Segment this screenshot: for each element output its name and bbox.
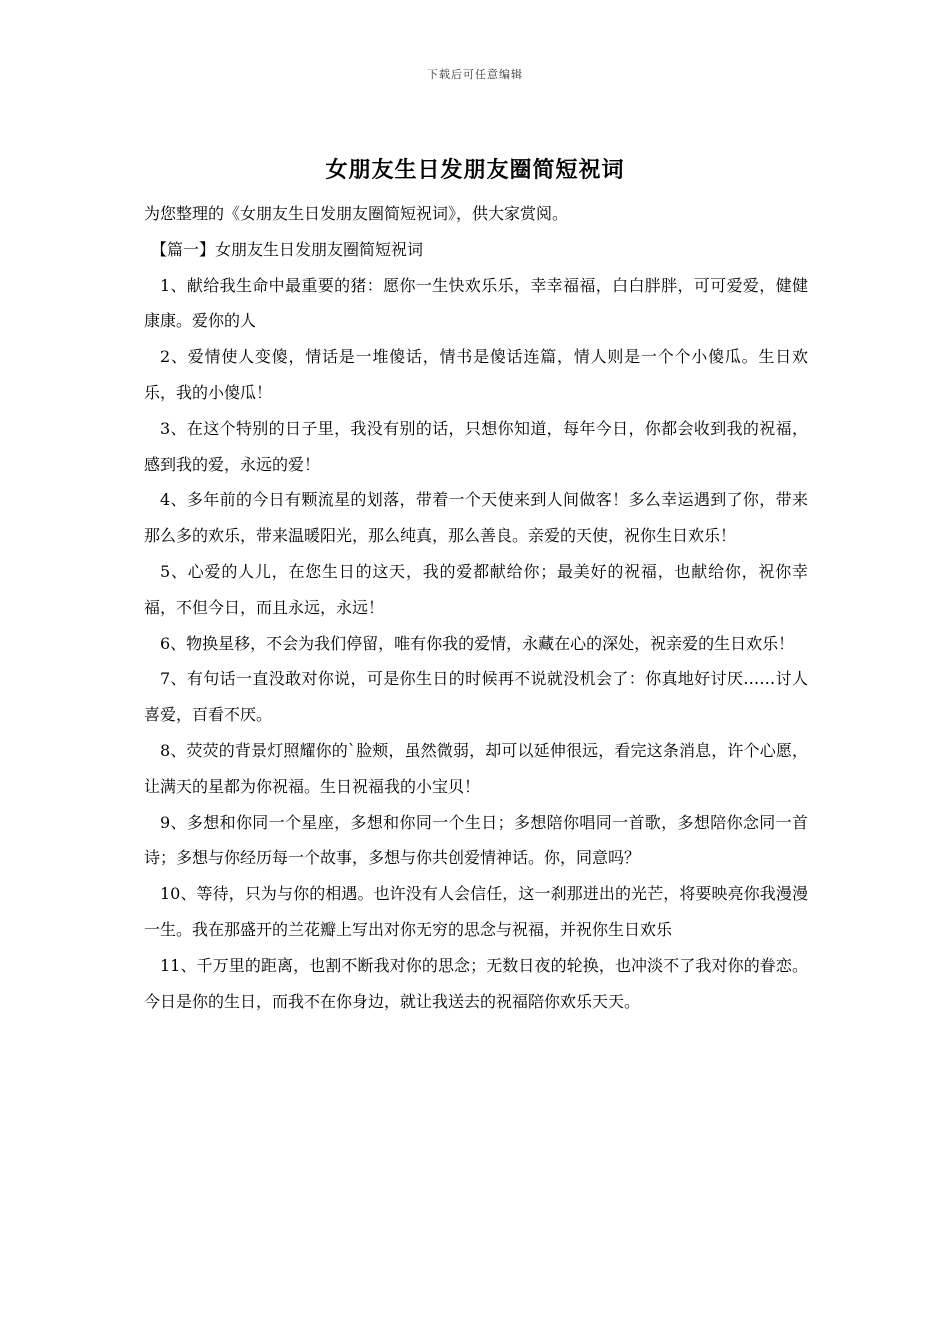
wish-item-11: 11、千万里的距离，也割不断我对你的思念；无数日夜的轮换，也冲淡不了我对你的眷恋。今日是你的生日，而我不在你身边，就让我送去的祝福陪你欢乐天天。 xyxy=(144,955,808,1011)
wish-item-6: 6、物换星移，不会为我们停留，唯有你我的爱情，永藏在心的深处，祝亲爱的生日欢乐！ xyxy=(160,633,795,653)
wish-item-5: 5、心爱的人儿，在您生日的这天，我的爱都献给你；最美好的祝福，也献给你，祝你幸福，不但今日，而且永远，永远！ xyxy=(144,561,808,617)
wish-item-9: 9、多想和你同一个星座，多想和你同一个生日；多想陪你唱同一首歌，多想陪你念同一首诗；多想与你经历每一个故事，多想与你共创爱情神话。你，同意吗？ xyxy=(144,812,808,868)
wish-item-3: 3、在这个特别的日子里，我没有别的话，只想你知道，每年今日，你都会收到我的祝福，感到我的爱，永远的爱！ xyxy=(144,418,808,474)
document-body xyxy=(144,196,808,1019)
wish-item-2: 2、爱情使人变傻，情话是一堆傻话，情书是傻话连篇，情人则是一个个小傻瓜。生日欢乐，我的小傻瓜！ xyxy=(144,347,808,402)
section-heading: 【篇一】女朋友生日发朋友圈简短祝词 xyxy=(151,239,424,259)
page-title: 女朋友生日发朋友圈简短祝词 xyxy=(325,157,625,183)
wish-item-8: 8、荧荧的背景灯照耀你的`脸颊，虽然微弱，却可以延伸很远，看完这条消息，许个心愿，让满天的星都为你祝福。生日祝福我的小宝贝！ xyxy=(144,740,808,796)
header-note: 下载后可任意编辑 xyxy=(427,68,523,81)
intro-paragraph: 为您整理的《女朋友生日发朋友圈简短祝词》，供大家赏阅。 xyxy=(144,204,569,223)
wish-item-1: 1、献给我生命中最重要的猪：愿你一生快欢乐乐，幸幸福福，白白胖胖，可可爱爱，健健康康。爱你的人 xyxy=(144,275,808,331)
wish-item-7: 7、有句话一直没敢对你说，可是你生日的时候再不说就没机会了：你真地好讨厌……讨人喜爱，百看不厌。 xyxy=(144,669,808,725)
wish-item-10: 10、等待，只为与你的相遇。也许没有人会信任，这一刹那迸出的光芒，将要映亮你我漫漫一生。我在那盛开的兰花瓣上写出对你无穷的思念与祝福，并祝你生日欢乐 xyxy=(144,884,808,939)
wish-item-4: 4、多年前的今日有颗流星的划落，带着一个天使来到人间做客！多么幸运遇到了你，带来那么多的欢乐，带来温暖阳光，那么纯真，那么善良。亲爱的天使，祝你生日欢乐！ xyxy=(144,490,808,546)
